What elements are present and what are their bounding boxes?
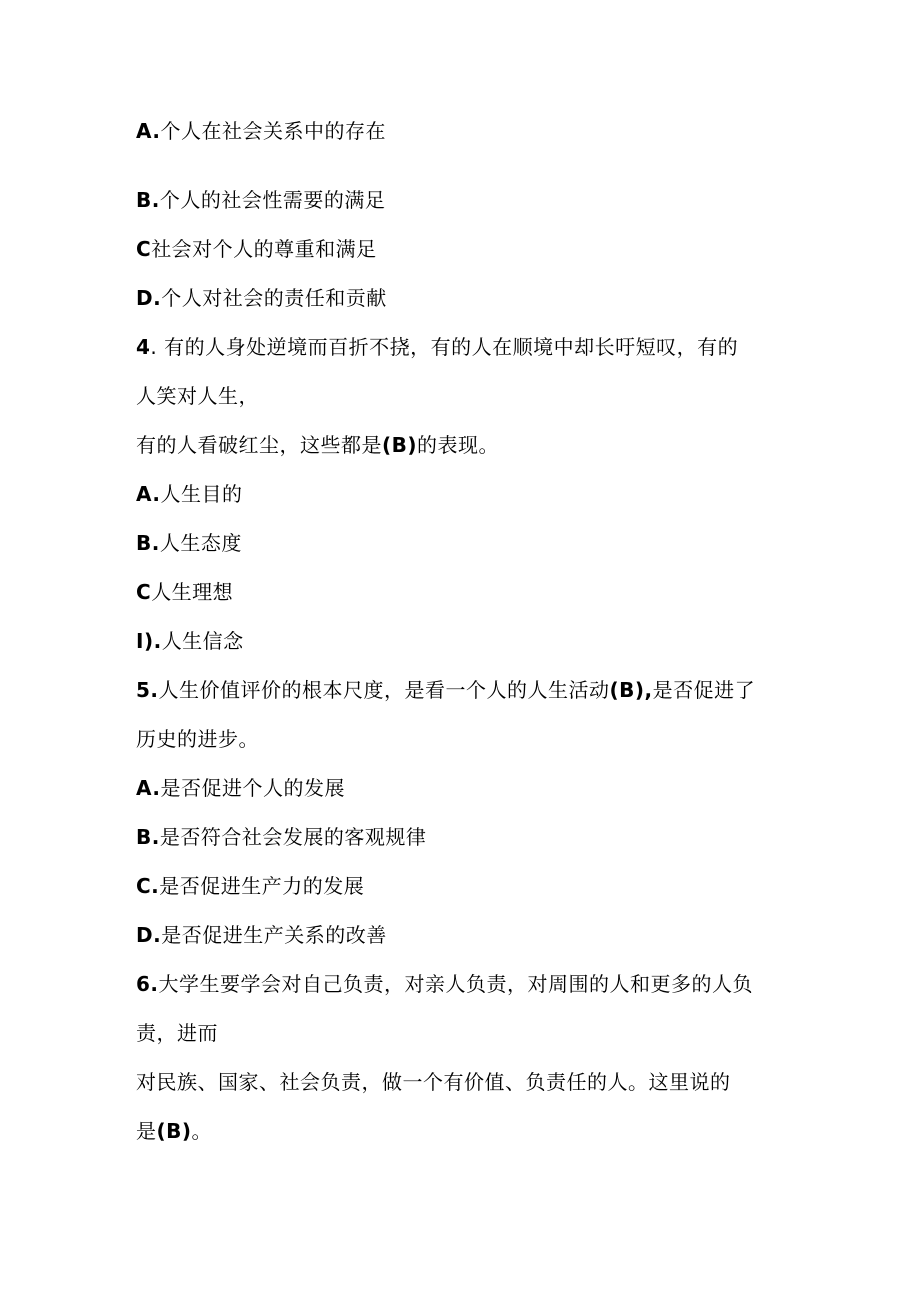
option-text: 个人对社会的责任和贡献 — [161, 286, 387, 310]
option-label: A. — [136, 119, 161, 143]
option-label: D. — [136, 286, 162, 310]
question-5-line-1 — [136, 677, 755, 703]
option-label: A. — [136, 776, 161, 800]
option-b-q3 — [136, 187, 385, 213]
option-label: A. — [136, 482, 161, 506]
option-label: B. — [136, 825, 160, 849]
answer-marker: (B) — [156, 1119, 192, 1143]
question-text: 。 — [191, 1119, 213, 1143]
option-c-q3 — [136, 236, 377, 262]
question-6-line-1 — [136, 971, 753, 997]
option-d-q4 — [136, 628, 244, 654]
answer-marker: (B) — [382, 433, 418, 457]
question-4-line-2 — [136, 383, 259, 409]
option-label: C — [136, 580, 152, 604]
question-number: 6. — [136, 972, 159, 996]
question-4-line-3 — [136, 432, 499, 458]
option-a-q4 — [136, 481, 242, 507]
question-text: 是 — [136, 1119, 157, 1143]
question-number: 4 — [136, 335, 151, 359]
option-text: 是否促进个人的发展 — [160, 776, 345, 800]
option-label: I). — [136, 629, 162, 653]
question-text: 的表现。 — [417, 433, 500, 457]
question-text: 对民族、国家、社会负责，做一个有价值、负责任的人。这里说的 — [136, 1070, 731, 1094]
option-text: 个人的社会性需要的满足 — [159, 188, 386, 212]
option-text: 社会对个人的尊重和满足 — [151, 237, 377, 261]
option-label: D. — [136, 923, 162, 947]
option-text: 个人在社会关系中的存在 — [160, 119, 386, 143]
question-6-line-2 — [136, 1020, 218, 1046]
option-label: B. — [136, 188, 160, 212]
option-c-q4 — [136, 579, 233, 605]
question-number: 5. — [136, 678, 159, 702]
question-5-line-2 — [136, 726, 259, 752]
option-label: C — [136, 237, 152, 261]
answer-marker: (B), — [609, 678, 653, 702]
option-text: 是否促进生产力的发展 — [159, 874, 365, 898]
option-c-q5 — [136, 873, 364, 899]
option-d-q5 — [136, 922, 387, 948]
option-text: 是否促进生产关系的改善 — [161, 923, 387, 947]
option-text: 是否符合社会发展的客观规律 — [159, 825, 427, 849]
option-text: 人生理想 — [151, 580, 234, 604]
question-text: 有的人看破红尘，这些都是 — [136, 433, 382, 457]
question-4-line-1 — [136, 334, 738, 360]
question-6-line-3 — [136, 1069, 731, 1095]
option-label: B. — [136, 531, 160, 555]
question-text: . 有的人身处逆境而百折不挠，有的人在顺境中却长吁短叹，有的 — [150, 335, 739, 359]
option-a-q5 — [136, 775, 345, 801]
question-text: 人生价值评价的根本尺度，是看一个人的人生活动 — [158, 678, 610, 702]
question-6-line-4 — [136, 1118, 212, 1144]
option-label: C. — [136, 874, 160, 898]
question-text: 大学生要学会对自己负责，对亲人负责，对周围的人和更多的人负 — [158, 972, 754, 996]
option-b-q4 — [136, 530, 242, 556]
question-text: 人笑对人生， — [136, 384, 259, 408]
option-text: 人生目的 — [160, 482, 243, 506]
option-a-q3 — [136, 118, 386, 144]
question-text: 是否促进了 — [652, 678, 756, 702]
question-text: 历史的进步。 — [136, 727, 259, 751]
option-text: 人生态度 — [159, 531, 242, 555]
option-b-q5 — [136, 824, 426, 850]
option-text: 人生信念 — [161, 629, 244, 653]
option-d-q3 — [136, 285, 387, 311]
question-text: 责，进而 — [136, 1021, 218, 1045]
